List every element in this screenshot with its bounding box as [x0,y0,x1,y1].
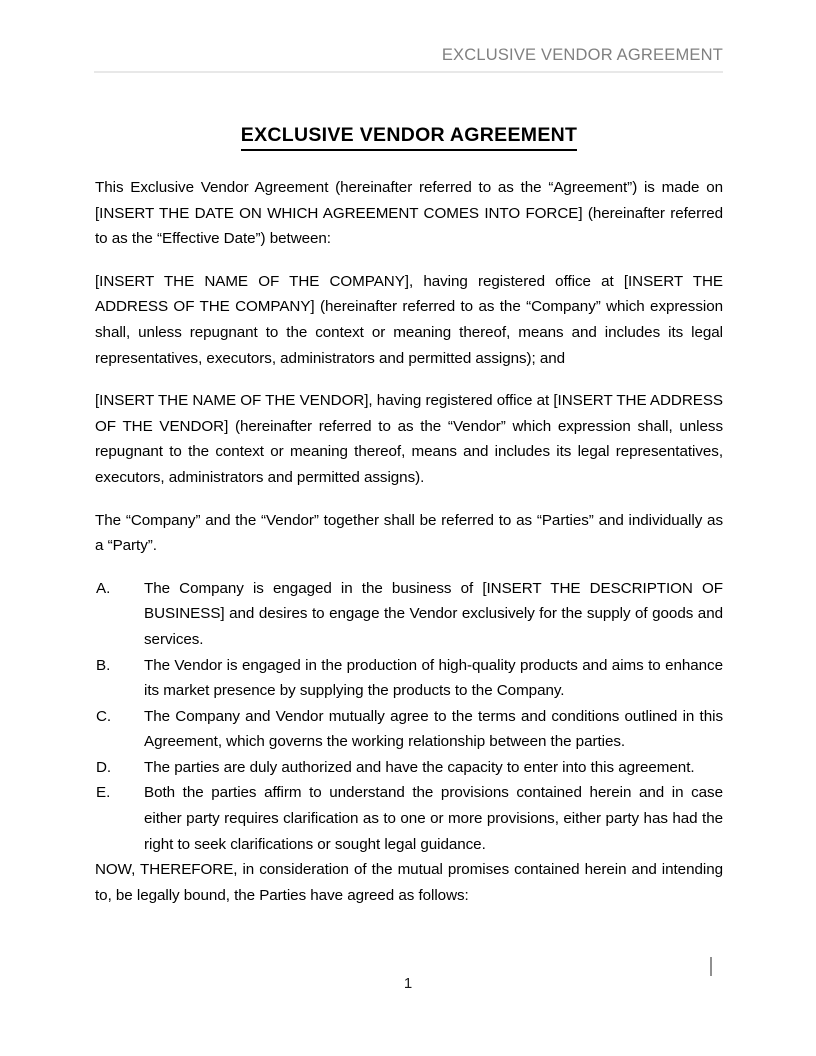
paragraph-parties-definition: The “Company” and the “Vendor” together shall be referred to as “Parties” and individually as a “Party”. [95,511,723,555]
list-item-marker: C. [96,707,112,725]
page-title [95,122,723,151]
list-item-text: Both the parties affirm to understand the provisions contained herein and in case either party requires clarification as to one or more provisions, either party has had the right to seek clarifications or sought legal guidance. [144,784,723,853]
list-item [95,653,723,704]
list-item-marker: B. [96,656,111,674]
list-item [95,755,723,781]
page-title-text: EXCLUSIVE VENDOR AGREEMENT [241,122,577,151]
list-item-marker: A. [96,579,111,597]
page-number-text: 1 [403,975,413,992]
list-item-marker: E. [96,784,111,802]
document-body [95,122,723,925]
paragraph-company-party: [INSERT THE NAME OF THE COMPANY], having registered office at [INSERT THE ADDRESS OF THE COMPANY] (hereinafter referred to as the “Company” which expression shall, unless repugnant to the context or meaning thereof, means and includes its legal representatives, executors, administrators and permitted assigns); and [95,272,723,367]
list-item [95,780,723,857]
list-item [95,576,723,653]
running-header-text: EXCLUSIVE VENDOR AGREEMENT [441,46,723,64]
list-item-marker: D. [96,758,112,776]
running-header [94,44,723,66]
paragraph-closing: NOW, THEREFORE, in consideration of the mutual promises contained herein and intending to, be legally bound, the Parties have agreed as follows: [95,861,723,904]
page-number [0,974,816,994]
paragraph-preamble: This Exclusive Vendor Agreement (hereinafter referred to as the “Agreement”) is made on [INSERT THE DATE ON WHICH AGREEMENT COMES INTO FORCE] (hereinafter referred to as the “Effective Date”) between: [95,179,723,248]
recitals-list [95,576,723,858]
list-item-text: The parties are duly authorized and have the capacity to enter into this agreement. [144,758,695,776]
header-divider-rule [94,71,723,73]
list-item [95,704,723,755]
paragraph-vendor-party: [INSERT THE NAME OF THE VENDOR], having registered office at [INSERT THE ADDRESS OF THE VENDOR] (hereinafter referred to as the “Vendor” which expression shall, unless repugnant to the context or meaning thereof, means and includes its legal representatives, executors, administrators and permitted assigns). [95,392,723,486]
list-item-text: The Company and Vendor mutually agree to the terms and conditions outlined in this Agreement, which governs the working relationship between the parties. [144,707,723,751]
list-item-text: The Company is engaged in the business of [INSERT THE DESCRIPTION OF BUSINESS] and desires to engage the Vendor exclusively for the supply of goods and services. [144,579,723,648]
list-item-text: The Vendor is engaged in the production of high-quality products and aims to enhance its market presence by supplying the products to the Company. [144,656,723,700]
